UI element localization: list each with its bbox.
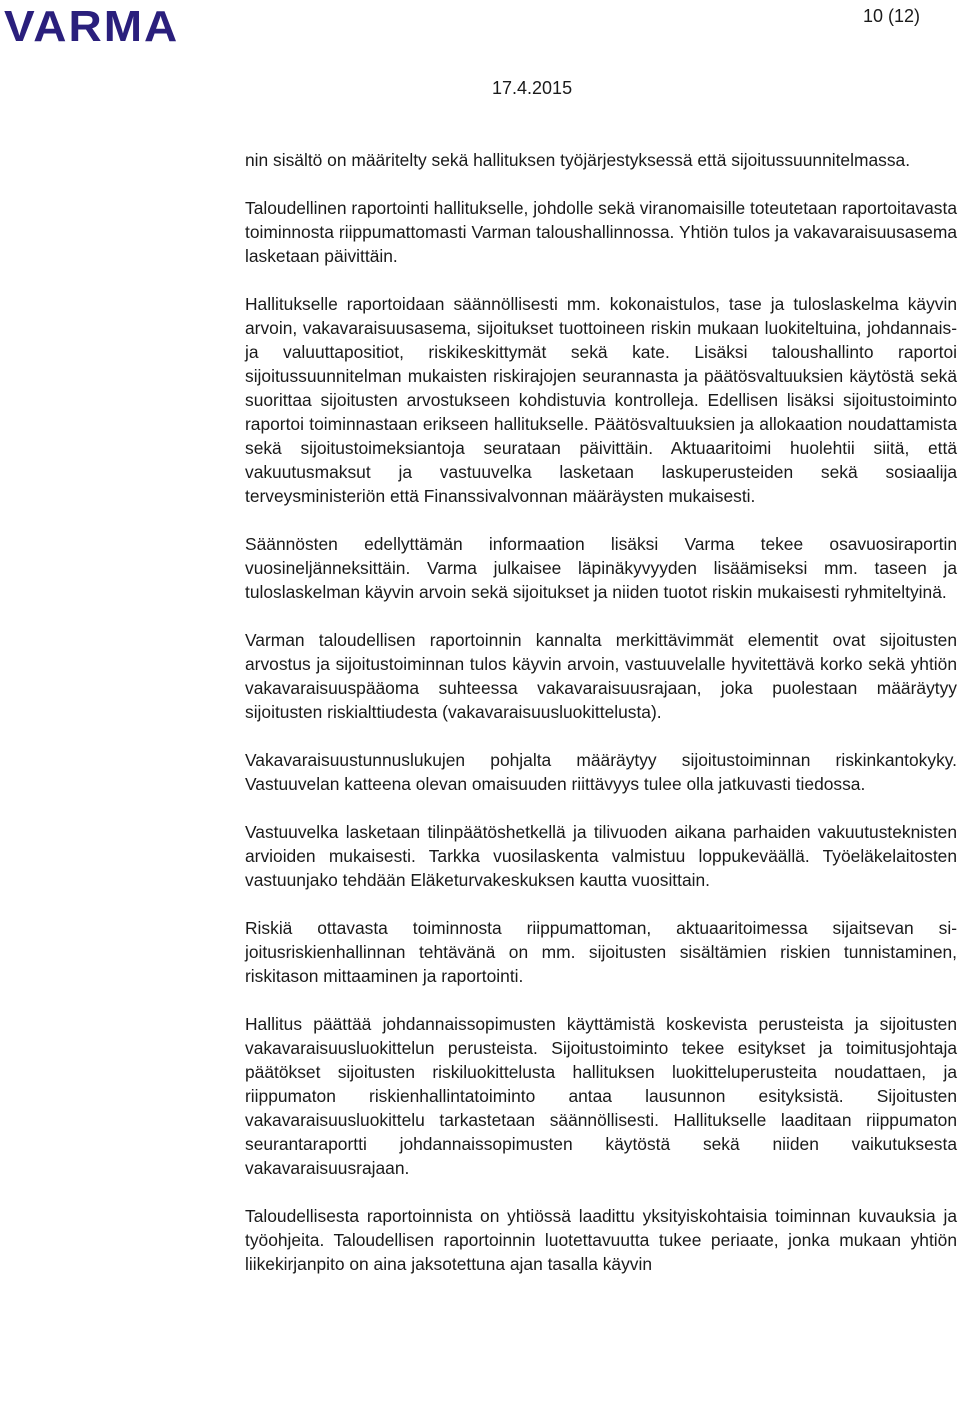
varma-logo: VARMA	[4, 1, 180, 51]
paragraph: nin sisältö on määritelty sekä hallituksen työjärjestyksessä että sijoitussuunnitelmassa.	[245, 150, 911, 170]
paragraph: Hallitus päättää johdannaissopimusten käyttämistä koskevista perusteista ja sijoitusten vakavaraisuusluokittelun perusteista. Sijoitustoiminto tekee esitykset ja toimitusjohtaja päätökset sijoitusten riskiluokittelusta hallituksen luokitteluperusteita noudattaen, ja riippumaton riskienhallintatoiminto antaa lausunnon esityksistä. Sijoitusten vakavaraisuusluokittelu tarkastetaan säännöllisesti. Hallitukselle laaditaan riippumaton seurantaraportti johdannaissopimusten käytöstä sekä niiden vaikutuksesta vakavaraisuusrajaan.	[245, 1014, 957, 1178]
paragraph: Taloudellisesta raportoinnista on yhtiössä laadittu yksityiskohtaisia toiminnan kuvauksia ja työohjeita. Taloudellisen raportoinnin luotettavuutta tukee periaate, jonka mukaan yhtiön liikekirjanpito on aina jaksotettuna ajan tasalla käyvin	[245, 1206, 957, 1274]
paragraph: Vakavaraisuustunnuslukujen pohjalta määräytyy sijoitustoiminnan riskinkantokyky. Vastuuvelan katteena olevan omaisuuden riittävyys tulee olla jatkuvasti tiedossa.	[245, 750, 957, 794]
paragraph: Varman taloudellisen raportoinnin kannalta merkittävimmät elementit ovat sijoitusten arvostus ja sijoitustoiminnan tulos käyvin arvoin, vastuuvelalle hyvitettävä korko sekä yhtiön vakavaraisuuspääoma suhteessa vakavaraisuusrajaan, joka puolestaan määräytyy sijoitusten riskialttiudesta (vakavaraisuusluokittelusta).	[245, 630, 957, 722]
document-date: 17.4.2015	[492, 78, 573, 98]
paragraph: Riskiä ottavasta toiminnosta riippumattoman, aktuaaritoimessa sijaitsevan sijoitusriskienhallinnan tehtävänä on mm. sijoitusten sisältämien riskien tunnistaminen, riskitason mittaaminen ja raportointi.	[245, 918, 957, 986]
paragraph: Taloudellinen raportointi hallitukselle, johdolle sekä viranomaisille toteutetaan raportoitavasta toiminnosta riippumattomasti Varman taloushallinnossa. Yhtiön tulos ja vakavaraisuusasema lasketaan päivittäin.	[245, 198, 957, 266]
paragraph: Hallitukselle raportoidaan säännöllisesti mm. kokonaistulos, tase ja tuloslaskelma käyvin arvoin, vakavaraisuusasema, sijoitukset tuottoineen riskin mukaan luokiteltuina, johdannais- ja valuuttapositiot, riskikeskittymät sekä kate. Lisäksi taloushallinto raportoi sijoitussuunnitelman mukaisten riskirajojen seurannasta ja päätösvaltuuksien käytöstä sekä suorittaa sijoitusten arvostukseen kohdistuvia kontrolleja. Edellisen lisäksi sijoitustoiminto raportoi toiminnastaan erikseen hallitukselle. Päätösvaltuuksien ja allokaation noudattamista sekä sijoitustoimeksiantoja seurataan päivittäin. Aktuaaritoimi huolehtii siitä, että vakuutusmaksut ja vastuuvelka lasketaan laskuperusteiden sekä sosiaalija terveysministeriön että Finanssivalvonnan määräysten mukaisesti.	[245, 294, 957, 506]
document-body	[245, 148, 957, 1276]
page-number: 10 (12)	[862, 6, 920, 26]
paragraph: Vastuuvelka lasketaan tilinpäätöshetkellä ja tilivuoden aikana parhaiden vakuutusteknisten arvioiden mukaisesti. Tarkka vuosilaskenta valmistuu loppukeväällä. Työeläkelaitosten vastuunjako tehdään Eläketurvakeskuksen kautta vuosittain.	[245, 822, 957, 890]
paragraph: Säännösten edellyttämän informaation lisäksi Varma tekee osavuosiraportin vuosineljänneksittäin. Varma julkaisee läpinäkyvyyden lisäämiseksi mm. taseen ja tuloslaskelman käyvin arvoin sekä sijoitukset ja niiden tuotot riskin mukaisesti ryhmiteltyinä.	[245, 534, 957, 602]
